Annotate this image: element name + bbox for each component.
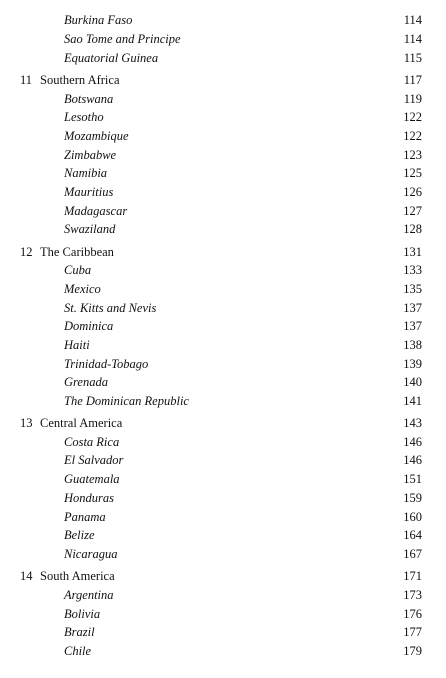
entry-title: Trinidad-Tobago [64,357,149,371]
toc-entry [0,299,446,317]
chapter-page-number: 117 [403,73,422,87]
toc-entry [0,108,446,126]
toc-entry [0,220,446,238]
entry-title: Botswana [64,92,114,106]
entry-page-number: 173 [403,588,422,602]
entry-page-number: 160 [403,510,422,524]
entry-page-number: 122 [403,110,422,124]
toc-entry [0,526,446,544]
toc-chapter-heading [0,243,446,261]
toc-entry [0,392,446,410]
chapter-number: 13 [20,416,33,430]
entry-title: Honduras [64,491,115,505]
entry-page-number: 135 [403,282,422,296]
entry-title: Bolivia [64,607,101,621]
toc-entry [0,355,446,373]
entry-title: Panama [64,510,106,524]
toc-entry [0,261,446,279]
entry-title: El Salvador [64,453,124,467]
entry-page-number: 139 [403,357,422,371]
toc-chapter-heading [0,414,446,432]
entry-title: Guatemala [64,472,120,486]
entry-page-number: 125 [403,166,422,180]
entry-title: Haiti [64,338,90,352]
toc-entry [0,373,446,391]
entry-page-number: 128 [403,222,422,236]
chapter-page-number: 143 [403,416,422,430]
toc-entry [0,470,446,488]
entry-title: Equatorial Guinea [64,51,159,65]
entry-page-number: 151 [403,472,422,486]
entry-page-number: 119 [403,92,422,106]
toc-entry [0,336,446,354]
entry-page-number: 137 [403,301,422,315]
entry-page-number: 137 [403,319,422,333]
entry-page-number: 177 [403,625,422,639]
toc-entry [0,90,446,108]
entry-title: Burkina Faso [64,13,133,27]
entry-title: Madagascar [64,204,128,218]
chapter-number: 12 [20,245,33,259]
chapter-number: 11 [20,73,33,87]
toc-entry [0,30,446,48]
toc-chapter-heading [0,567,446,585]
toc-entry [0,489,446,507]
entry-title: Cuba [64,263,92,277]
entry-title: Brazil [64,625,95,639]
entry-title: Argentina [64,588,114,602]
toc-entry [0,451,446,469]
chapter-title: South America [40,569,115,583]
entry-page-number: 159 [403,491,422,505]
toc-entry [0,317,446,335]
entry-title: St. Kitts and Nevis [64,301,157,315]
entry-page-number: 146 [403,435,422,449]
toc-entry [0,433,446,451]
toc-entry [0,605,446,623]
entry-page-number: 164 [403,528,422,542]
entry-page-number: 127 [403,204,422,218]
entry-page-number: 115 [403,51,422,65]
entry-title: Belize [64,528,95,542]
entry-page-number: 123 [403,148,422,162]
chapter-title: The Caribbean [40,245,114,259]
entry-title: Grenada [64,375,108,389]
toc-entry [0,183,446,201]
entry-title: Sao Tome and Principe [64,32,181,46]
chapter-title: Central America [40,416,123,430]
entry-page-number: 167 [403,547,422,561]
entry-page-number: 126 [403,185,422,199]
toc-entry [0,623,446,641]
toc-entry [0,586,446,604]
entry-page-number: 114 [403,13,422,27]
entry-page-number: 179 [403,644,422,658]
entry-title: Mozambique [64,129,129,143]
entry-title: Nicaragua [64,547,118,561]
chapter-number: 14 [20,569,33,583]
entry-title: Dominica [64,319,114,333]
toc-entry [0,49,446,67]
toc-entry [0,280,446,298]
entry-page-number: 114 [403,32,422,46]
entry-page-number: 176 [403,607,422,621]
entry-page-number: 138 [403,338,422,352]
toc-entry [0,164,446,182]
entry-title: Zimbabwe [64,148,117,162]
toc-entry [0,508,446,526]
toc-entry [0,642,446,660]
entry-title: Mauritius [64,185,114,199]
toc-entry [0,202,446,220]
entry-page-number: 140 [403,375,422,389]
toc-entry [0,146,446,164]
toc-chapter-heading [0,71,446,89]
entry-page-number: 146 [403,453,422,467]
entry-title: The Dominican Republic [64,394,189,408]
entry-title: Lesotho [64,110,104,124]
entry-title: Costa Rica [64,435,120,449]
entry-page-number: 133 [403,263,422,277]
entry-title: Swaziland [64,222,116,236]
toc-entry [0,11,446,29]
entry-title: Chile [64,644,92,658]
entry-title: Namibia [64,166,108,180]
toc-entry [0,127,446,145]
entry-page-number: 141 [403,394,422,408]
chapter-page-number: 171 [403,569,422,583]
chapter-page-number: 131 [403,245,422,259]
entry-page-number: 122 [403,129,422,143]
entry-title: Mexico [64,282,101,296]
toc-entry [0,545,446,563]
chapter-title: Southern Africa [40,73,120,87]
